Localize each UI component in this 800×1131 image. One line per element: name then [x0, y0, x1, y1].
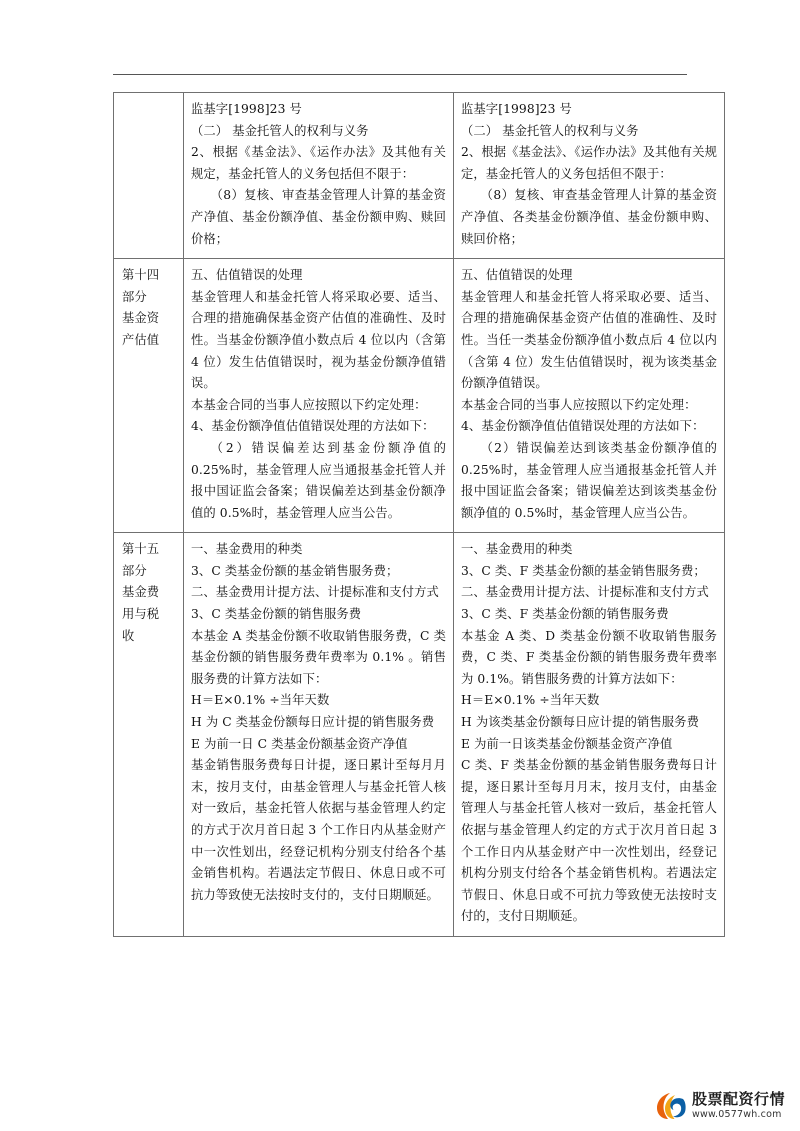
paragraph: 五、估值错误的处理	[191, 268, 303, 283]
comparison-table	[113, 92, 725, 937]
paragraph: 基金销售服务费每日计提，逐日累计至每月月末，按月支付，由基金管理人与基金托管人核对一致后，基金托管人依据与基金管理人约定的方式于次月首日起 3 个工作日内从基金财产中一次性划出，经登记机构分别支付给各个基金销售机构。若遇法定节假日、休息日或不可抗力等致使无法按时支付的，支付日期顺延。	[191, 758, 446, 902]
paragraph: 3、C 类、F 类基金份额的销售服务费	[461, 607, 669, 622]
row-label-line: 用与税	[122, 607, 160, 622]
paragraph: E 为前一日该类基金份额基金资产净值	[461, 736, 673, 751]
paragraph: 3、C 类基金份额的销售服务费	[191, 607, 362, 622]
paragraph: （二） 基金托管人的权利与义务	[461, 123, 639, 138]
row-right-cell	[454, 533, 725, 937]
table-row	[114, 533, 725, 937]
paragraph: （2）错误偏差达到基金份额净值的 0.25%时，基金管理人应当通报基金托管人并报中国证监会备案；错误偏差达到基金份额净值的 0.5%时，基金管理人应当公告。	[191, 440, 446, 520]
paragraph: 本基金合同的当事人应按照以下约定处理：	[461, 397, 697, 412]
table-row	[114, 259, 725, 533]
row-label-line: 第十五	[122, 542, 160, 557]
paragraph: H 为该类基金份额每日应计提的销售服务费	[461, 715, 699, 730]
row-label-line: 产估值	[122, 332, 160, 347]
formula: H＝E×0.1% ÷当年天数	[191, 693, 330, 708]
paragraph: （8）复核、审查基金管理人计算的基金资产净值、基金份额净值、基金份额申购、赎回价格；	[191, 188, 446, 246]
formula: H＝E×0.1% ÷当年天数	[461, 693, 600, 708]
row-label-cell	[114, 93, 184, 259]
paragraph: 本基金 A 类基金份额不收取销售服务费，C 类基金份额的销售服务费年费率为 0.1% 。销售服务费的计算方法如下：	[191, 628, 446, 686]
paragraph: 3、C 类、F 类基金份额的基金销售服务费；	[461, 563, 706, 578]
paragraph: 监基字[1998]23 号	[191, 102, 302, 116]
paragraph: 二、基金费用计提方法、计提标准和支付方式	[461, 585, 709, 600]
watermark-url: www.0577wh.com	[692, 1109, 782, 1121]
paragraph: 一、基金费用的种类	[461, 542, 573, 557]
row-label-cell	[114, 259, 184, 533]
paragraph: 2、根据《基金法》、《运作办法》及其他有关规定，基金托管人的义务包括但不限于：	[191, 145, 446, 181]
paragraph: （二） 基金托管人的权利与义务	[191, 123, 369, 138]
row-label-cell	[114, 533, 184, 937]
paragraph: 4、基金份额净值估值错误处理的方法如下：	[461, 419, 705, 434]
row-left-cell	[184, 93, 454, 259]
paragraph: 一、基金费用的种类	[191, 542, 303, 557]
paragraph: 2、根据《基金法》、《运作办法》及其他有关规定，基金托管人的义务包括但不限于：	[461, 145, 717, 181]
paragraph: （2）错误偏差达到该类基金份额净值的 0.25%时，基金管理人应当通报基金托管人并报中国证监会备案；错误偏差达到该类基金份额净值的 0.5%时，基金管理人应当公告。	[461, 440, 717, 520]
watermark-text	[692, 1092, 785, 1120]
watermark-logo	[655, 1085, 795, 1127]
paragraph: 基金管理人和基金托管人将采取必要、适当、合理的措施确保基金资产估值的准确性、及时性。当基金份额净值小数点后 4 位以内（含第 4 位）发生估值错误时，视为基金份额净值错误。	[191, 289, 446, 391]
header-rule	[113, 74, 687, 75]
paragraph: 监基字[1998]23 号	[461, 102, 572, 116]
row-label-line: 部分	[122, 289, 147, 304]
paragraph: 二、基金费用计提方法、计提标准和支付方式	[191, 585, 439, 600]
watermark-brand: 股票配资行情	[692, 1090, 786, 1109]
paragraph: 本基金 A 类、D 类基金份额不收取销售服务费，C 类、F 类基金份额的销售服务费年费率为 0.1%。销售服务费的计算方法如下：	[461, 628, 717, 686]
table-row	[114, 93, 725, 259]
row-label-line: 部分	[122, 563, 147, 578]
paragraph: 五、估值错误的处理	[461, 268, 573, 283]
paragraph: H 为 C 类基金份额每日应计提的销售服务费	[191, 715, 435, 730]
row-label-line: 收	[122, 628, 135, 643]
row-left-cell	[184, 259, 454, 533]
paragraph: C 类、F 类基金份额的基金销售服务费每日计提，逐日累计至每月月末，按月支付，由基金管理人与基金托管人核对一致后，基金托管人依据与基金管理人约定的方式于次月首日起 3 个工作日内从基金财产中一次性划出，经登记机构分别支付给各个基金销售机构。若遇法定节假日、休息日或不可抗力等致使无法按时支付的，支付日期顺延。	[461, 758, 717, 924]
row-label-line: 第十四	[122, 268, 160, 283]
paragraph: 本基金合同的当事人应按照以下约定处理：	[191, 397, 427, 412]
paragraph: E 为前一日 C 类基金份额基金资产净值	[191, 736, 408, 751]
swirl-logo-icon	[655, 1090, 687, 1122]
row-right-cell	[454, 259, 725, 533]
paragraph: 基金管理人和基金托管人将采取必要、适当、合理的措施确保基金资产估值的准确性、及时性。当任一类基金份额净值小数点后 4 位以内（含第 4 位）发生估值错误时，视为该类基金份额净值错误。	[461, 289, 717, 391]
paragraph: 4、基金份额净值估值错误处理的方法如下：	[191, 419, 435, 434]
row-label-line: 基金资	[122, 311, 160, 326]
paragraph: （8）复核、审查基金管理人计算的基金资产净值、各类基金份额净值、基金份额申购、赎回价格；	[461, 188, 717, 246]
paragraph: 3、C 类基金份额的基金销售服务费；	[191, 563, 399, 578]
row-label-line: 基金费	[122, 585, 160, 600]
row-left-cell	[184, 533, 454, 937]
row-right-cell	[454, 93, 725, 259]
